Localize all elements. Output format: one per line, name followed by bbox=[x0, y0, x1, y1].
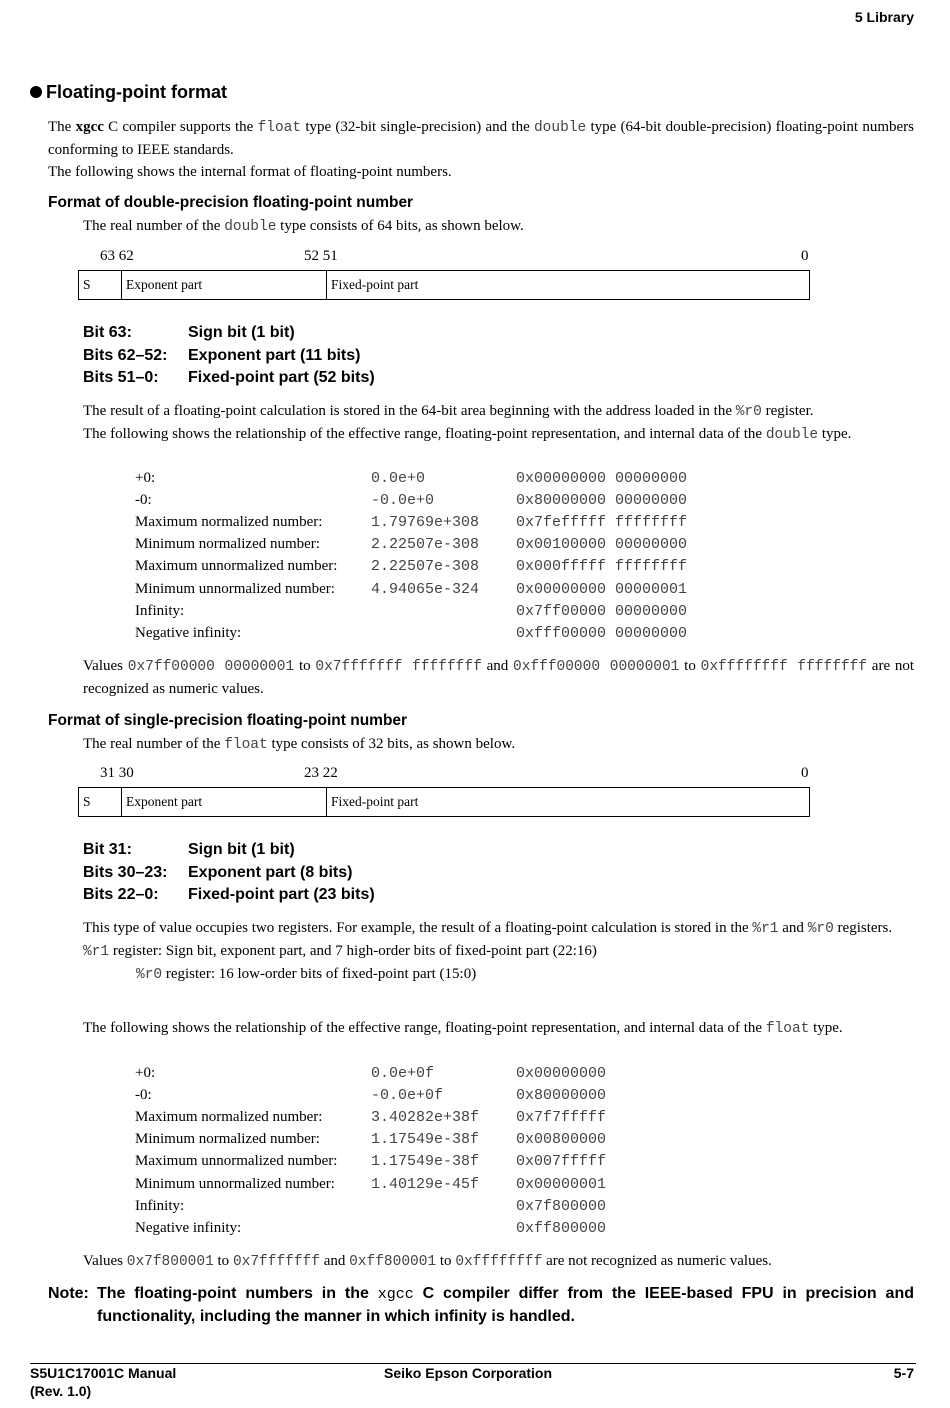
range-label: Maximum normalized number: bbox=[135, 1108, 323, 1125]
bit-desc-row bbox=[83, 367, 375, 390]
range-repr: 1.17549e-38f bbox=[371, 1131, 480, 1149]
body-text: The result of a floating-point calculation is stored in the 64-bit area beginning with the address loaded in the bbox=[83, 403, 736, 419]
single-bit-descriptions bbox=[83, 839, 375, 907]
hex-value: 0x7fffffff bbox=[232, 1254, 320, 1270]
range-hex: 0x00000000 bbox=[516, 1064, 607, 1082]
range-repr: 0.0e+0f bbox=[371, 1064, 435, 1082]
body-text: and bbox=[319, 1253, 350, 1269]
bit-label-high: 63 62 bbox=[100, 248, 134, 264]
footer-rule bbox=[30, 1363, 916, 1364]
float-keyword: float bbox=[224, 737, 268, 753]
double-format-title: Format of double-precision floating-point number bbox=[48, 194, 414, 211]
double-desc bbox=[83, 215, 914, 238]
table-row bbox=[135, 1062, 606, 1084]
range-label: Infinity: bbox=[135, 1197, 185, 1214]
bit-value: Exponent part (8 bits) bbox=[188, 863, 353, 881]
double-keyword: double bbox=[765, 427, 819, 443]
range-repr: -0.0e+0 bbox=[371, 491, 435, 509]
range-label: Maximum unnormalized number: bbox=[135, 558, 338, 575]
double-values-note bbox=[83, 655, 914, 700]
range-repr: 2.22507e-308 bbox=[371, 558, 480, 576]
body-text: to bbox=[436, 1253, 456, 1269]
bit-key: Bits 30–23: bbox=[83, 863, 168, 881]
hex-value: 0xffffffff ffffffff bbox=[700, 659, 868, 675]
range-repr: 1.17549e-38f bbox=[371, 1153, 480, 1171]
range-label: Negative infinity: bbox=[135, 624, 242, 641]
bullet-icon bbox=[30, 86, 42, 98]
body-text: are not recognized as numeric values. bbox=[542, 1253, 772, 1269]
body-text: The following shows the relationship of the effective range, floating-point representation, and internal data of the bbox=[83, 426, 766, 442]
table-row bbox=[135, 1151, 606, 1173]
section-title bbox=[30, 82, 227, 103]
range-repr: 3.40282e+38f bbox=[371, 1108, 480, 1126]
note-text: The floating-point numbers in the bbox=[97, 1285, 378, 1302]
desc-text: The real number of the bbox=[83, 736, 225, 752]
bit-value: Fixed-point part (23 bits) bbox=[188, 886, 375, 903]
range-label: Minimum normalized number: bbox=[135, 536, 320, 553]
hex-value: 0xffffffff bbox=[455, 1254, 543, 1270]
intro-text: The bbox=[48, 119, 76, 135]
range-repr: -0.0e+0f bbox=[371, 1086, 444, 1104]
table-row bbox=[135, 578, 687, 600]
table-row bbox=[135, 1195, 606, 1217]
double-bit-descriptions bbox=[83, 322, 375, 390]
table-row bbox=[135, 511, 687, 533]
bit-desc-row bbox=[83, 884, 375, 907]
body-text: The following shows the relationship of the effective range, floating-point representation, and internal data of the bbox=[83, 1020, 766, 1036]
single-format-title: Format of single-precision floating-point number bbox=[48, 712, 408, 729]
range-repr bbox=[371, 600, 516, 622]
range-hex: 0xff800000 bbox=[516, 1219, 607, 1237]
footer-revision: (Rev. 1.0) bbox=[30, 1383, 92, 1399]
range-label: +0: bbox=[135, 469, 156, 486]
register-name: %r0 bbox=[136, 967, 163, 983]
single-register-paragraph bbox=[83, 917, 914, 986]
table-row bbox=[135, 534, 687, 556]
footer-company: Seiko Epson Corporation bbox=[384, 1365, 553, 1381]
sign-cell: S bbox=[79, 271, 122, 299]
hex-value: 0xff800001 bbox=[349, 1254, 437, 1270]
table-row bbox=[135, 1106, 606, 1128]
hex-value: 0x7fffffff ffffffff bbox=[315, 659, 482, 675]
range-label: Minimum normalized number: bbox=[135, 1131, 320, 1148]
note-body bbox=[97, 1283, 914, 1328]
bit-value: Sign bit (1 bit) bbox=[188, 324, 295, 341]
double-keyword: double bbox=[533, 120, 587, 136]
range-hex: 0x7ff00000 00000000 bbox=[516, 602, 688, 620]
single-desc bbox=[83, 733, 914, 756]
bit-desc-row bbox=[83, 322, 375, 345]
bit-value: Fixed-point part (52 bits) bbox=[188, 369, 375, 386]
body-text: Values bbox=[83, 1253, 127, 1269]
range-hex: 0x00800000 bbox=[516, 1131, 607, 1149]
body-text: type. bbox=[809, 1020, 843, 1036]
range-label: Maximum unnormalized number: bbox=[135, 1153, 338, 1170]
range-hex: 0x7f7fffff bbox=[516, 1108, 607, 1126]
exponent-cell: Exponent part bbox=[122, 788, 327, 816]
body-text: to bbox=[679, 658, 701, 674]
desc-text: The real number of the bbox=[83, 218, 225, 234]
register-name: %r1 bbox=[83, 944, 110, 960]
bit-key: Bit 63: bbox=[83, 324, 132, 341]
single-range-table bbox=[135, 1062, 606, 1240]
register-name: %r1 bbox=[752, 921, 779, 937]
double-bit-layout bbox=[78, 270, 810, 300]
double-result-paragraph bbox=[83, 400, 914, 446]
body-text: to bbox=[213, 1253, 233, 1269]
bit-label-low: 0 bbox=[801, 765, 809, 781]
range-hex: 0xfff00000 00000000 bbox=[516, 624, 688, 642]
double-range-table bbox=[135, 467, 687, 645]
bit-value: Sign bit (1 bit) bbox=[188, 841, 295, 858]
range-hex: 0x7f800000 bbox=[516, 1197, 607, 1215]
section-title-text: Floating-point format bbox=[46, 82, 227, 102]
body-text: and bbox=[481, 658, 514, 674]
table-row bbox=[135, 467, 687, 489]
range-hex: 0x00000001 bbox=[516, 1175, 607, 1193]
range-repr bbox=[371, 1195, 516, 1217]
single-values-note bbox=[83, 1250, 914, 1273]
body-text: Values bbox=[83, 658, 128, 674]
range-repr: 1.40129e-45f bbox=[371, 1175, 480, 1193]
body-text: to bbox=[294, 658, 316, 674]
range-repr: 0.0e+0 bbox=[371, 469, 426, 487]
desc-text: type consists of 32 bits, as shown below. bbox=[267, 736, 516, 752]
bit-label-mid: 23 22 bbox=[304, 765, 338, 781]
body-text: register: 16 low-order bits of fixed-point part (15:0) bbox=[162, 966, 477, 982]
body-text: and bbox=[778, 920, 808, 936]
note-label: Note: bbox=[48, 1285, 89, 1302]
intro-text: type (64-bit double-precision) floating-point numbers conforming to IEEE standards. bbox=[48, 119, 914, 158]
table-row bbox=[135, 1217, 606, 1239]
intro-text: C compiler supports the bbox=[103, 119, 258, 135]
hex-value: 0xfff00000 00000001 bbox=[513, 659, 680, 675]
range-repr: 4.94065e-324 bbox=[371, 580, 480, 598]
compiler-note bbox=[48, 1283, 914, 1328]
exponent-cell: Exponent part bbox=[122, 271, 327, 299]
table-row bbox=[135, 489, 687, 511]
range-hex: 0x00100000 00000000 bbox=[516, 536, 688, 554]
range-hex: 0x00000000 00000000 bbox=[516, 469, 688, 487]
footer-page-number: 5-7 bbox=[893, 1365, 914, 1381]
desc-text: type consists of 64 bits, as shown below. bbox=[276, 218, 524, 234]
register-name: %r0 bbox=[807, 921, 834, 937]
bit-key: Bits 22–0: bbox=[83, 886, 159, 903]
range-repr: 2.22507e-308 bbox=[371, 536, 480, 554]
range-repr: 1.79769e+308 bbox=[371, 513, 480, 531]
body-text: are not recognized as numeric values. bbox=[83, 658, 915, 697]
range-hex: 0x00000000 00000001 bbox=[516, 580, 688, 598]
range-hex: 0x80000000 00000000 bbox=[516, 491, 688, 509]
range-label: Maximum normalized number: bbox=[135, 513, 323, 530]
range-label: Infinity: bbox=[135, 602, 185, 619]
bit-label-mid: 52 51 bbox=[304, 248, 338, 264]
body-text: register: Sign bit, exponent part, and 7 high-order bits of fixed-point part (22:16) bbox=[109, 943, 597, 959]
compiler-name: xgcc bbox=[75, 119, 104, 135]
table-row bbox=[135, 622, 687, 644]
range-hex: 0x000fffff ffffffff bbox=[516, 558, 688, 576]
fraction-cell: Fixed-point part bbox=[331, 277, 419, 292]
double-keyword: double bbox=[224, 219, 277, 235]
fraction-cell: Fixed-point part bbox=[331, 794, 419, 809]
body-text: type. bbox=[818, 426, 852, 442]
range-hex: 0x80000000 bbox=[516, 1086, 607, 1104]
compiler-name: xgcc bbox=[377, 1286, 414, 1303]
single-relation-paragraph bbox=[83, 1017, 914, 1040]
range-label: +0: bbox=[135, 1064, 156, 1081]
note-text: C compiler differ from the IEEE-based FPU in precision and functionality, including the manner in which infinity is handled. bbox=[97, 1285, 914, 1325]
bit-key: Bits 62–52: bbox=[83, 346, 168, 364]
float-keyword: float bbox=[257, 120, 302, 136]
range-label: -0: bbox=[135, 491, 152, 508]
sign-cell: S bbox=[79, 788, 122, 816]
range-label: Minimum unnormalized number: bbox=[135, 580, 335, 597]
body-text: This type of value occupies two registers. For example, the result of a floating-point calculation is stored in the bbox=[83, 920, 753, 936]
intro-line2: The following shows the internal format of floating-point numbers. bbox=[48, 164, 452, 180]
table-row bbox=[135, 600, 687, 622]
bit-key: Bits 51–0: bbox=[83, 369, 159, 386]
range-repr bbox=[371, 622, 516, 644]
bit-label-low: 0 bbox=[801, 248, 809, 264]
footer-manual: S5U1C17001C Manual bbox=[30, 1365, 177, 1381]
range-label: -0: bbox=[135, 1086, 152, 1103]
table-row bbox=[135, 556, 687, 578]
register-name: %r0 bbox=[735, 404, 762, 420]
bit-key: Bit 31: bbox=[83, 841, 132, 858]
float-keyword: float bbox=[765, 1021, 810, 1037]
single-bit-layout bbox=[78, 787, 810, 817]
range-repr bbox=[371, 1217, 516, 1239]
range-hex: 0x7fefffff ffffffff bbox=[516, 513, 688, 531]
range-label: Negative infinity: bbox=[135, 1219, 242, 1236]
body-text: registers. bbox=[833, 920, 893, 936]
bit-desc-row bbox=[83, 345, 375, 368]
body-text: register. bbox=[761, 403, 814, 419]
hex-value: 0x7f800001 bbox=[126, 1254, 214, 1270]
bit-label-high: 31 30 bbox=[100, 765, 134, 781]
table-row bbox=[135, 1173, 606, 1195]
table-row bbox=[135, 1084, 606, 1106]
intro-paragraph bbox=[48, 116, 914, 183]
range-label: Minimum unnormalized number: bbox=[135, 1175, 335, 1192]
bit-value: Exponent part (11 bits) bbox=[188, 346, 361, 364]
bit-desc-row bbox=[83, 862, 375, 885]
bit-desc-row bbox=[83, 839, 375, 862]
intro-text: type (32-bit single-precision) and the bbox=[301, 119, 534, 135]
chapter-header: 5 Library bbox=[854, 9, 914, 25]
hex-value: 0x7ff00000 00000001 bbox=[127, 659, 295, 675]
range-hex: 0x007fffff bbox=[516, 1153, 607, 1171]
table-row bbox=[135, 1129, 606, 1151]
